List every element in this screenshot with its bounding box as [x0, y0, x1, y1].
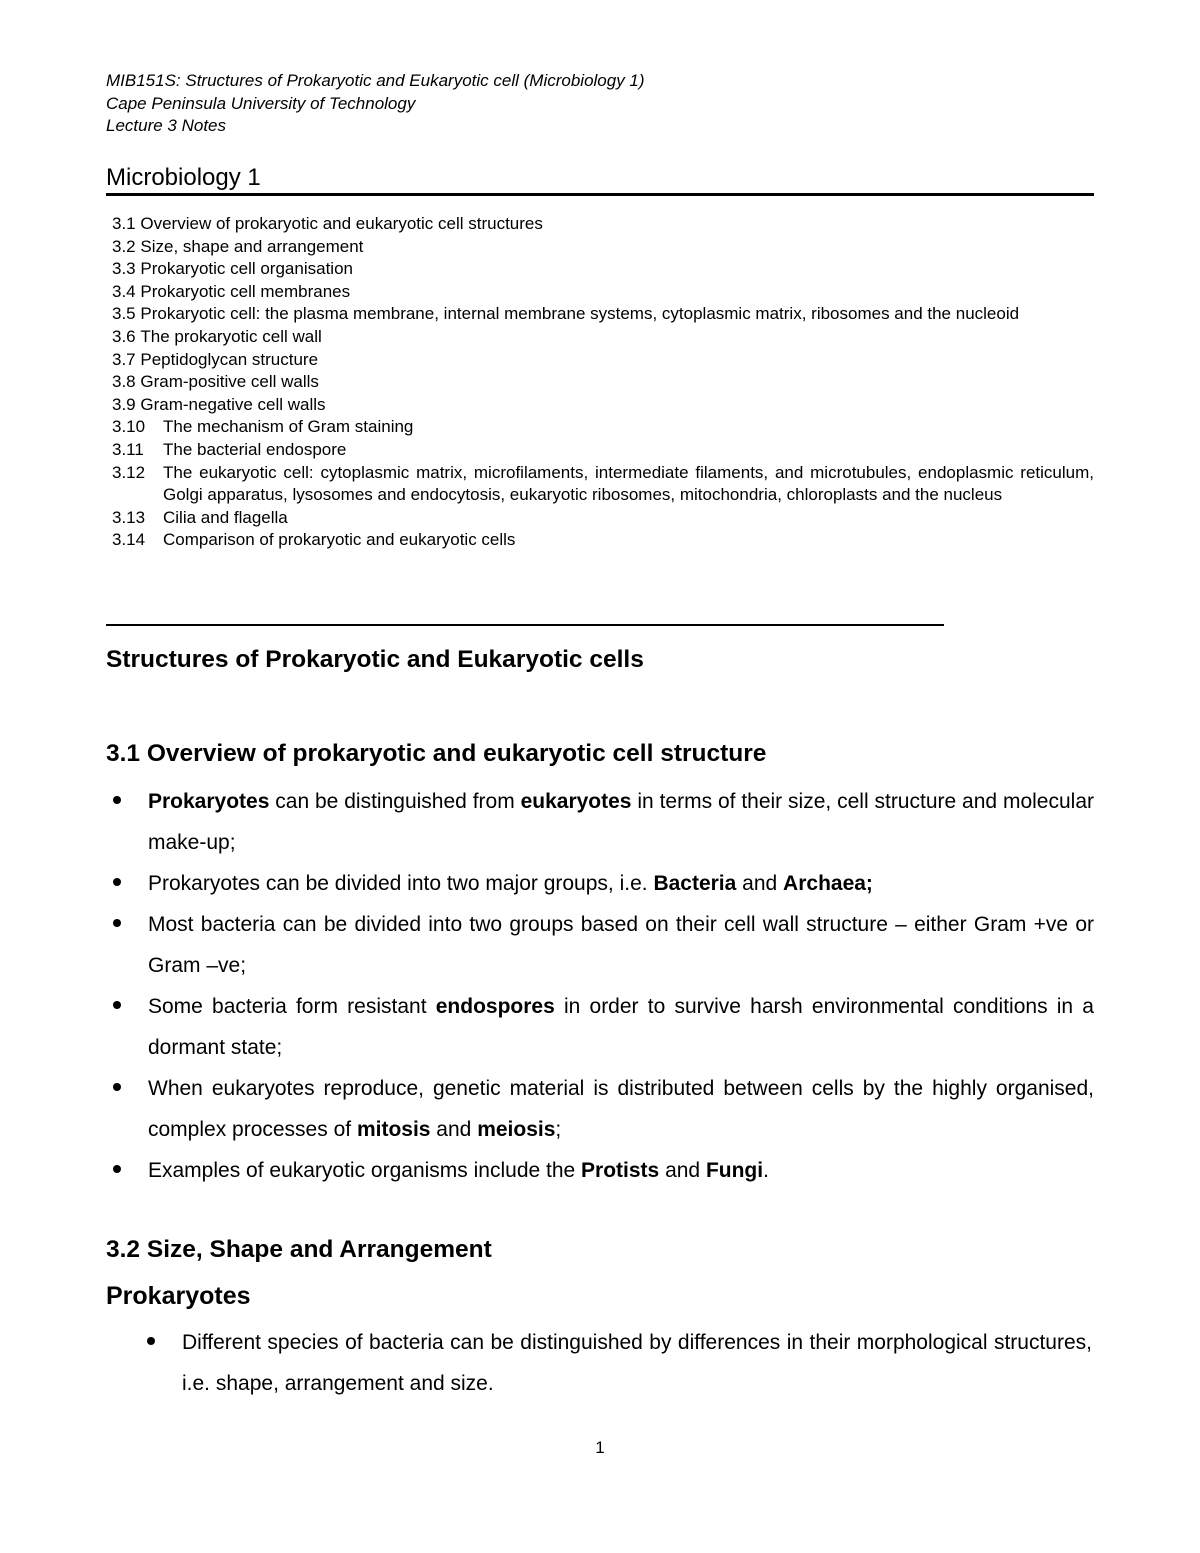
- toc-item-number: 3.3: [112, 259, 136, 279]
- emphasis-prokaryotes: Prokaryotes: [148, 790, 270, 813]
- toc-item-number: 3.5: [112, 304, 136, 324]
- toc-item: [112, 416, 1094, 439]
- bullet-icon: [113, 878, 121, 886]
- subheading-prokaryotes: Prokaryotes: [106, 1282, 251, 1310]
- toc-item-text: [136, 303, 1094, 326]
- list-item-text: and: [430, 1118, 478, 1141]
- list-item-text: Different species of bacteria can be distinguished by differences in their morphological structures, i.e. shape, arrangement and size.: [182, 1331, 1092, 1395]
- bullet-icon: [113, 1083, 121, 1091]
- toc-item-number: 3.6: [112, 326, 136, 346]
- emphasis-fungi: Fungi: [705, 1159, 764, 1182]
- toc-item-number: 3.11: [112, 439, 144, 459]
- list-item-text: and: [736, 872, 784, 895]
- header-institution-line: Cape Peninsula University of Technology: [106, 93, 416, 113]
- toc-item-label: Gram-negative cell walls: [140, 394, 326, 414]
- list-item: [106, 904, 1094, 986]
- emphasis-eukaryotes: eukaryotes: [520, 790, 632, 813]
- toc-item-label: Comparison of prokaryotic and eukaryotic cells: [163, 530, 516, 550]
- document-title: Microbiology 1: [106, 164, 261, 191]
- prokaryotes-bullet-list: [140, 1322, 1092, 1404]
- toc-item: [112, 349, 1094, 372]
- bullet-icon: [113, 919, 121, 927]
- header-lecture-line: Lecture 3 Notes: [106, 116, 227, 135]
- toc-item: [112, 507, 1094, 530]
- toc-item-text: [136, 326, 1094, 349]
- toc-item-text: [136, 281, 1094, 304]
- toc-item-text: [136, 371, 1094, 394]
- toc-item-number: 3.14: [112, 530, 146, 550]
- emphasis-mitosis: mitosis: [356, 1118, 431, 1141]
- list-item-text: Some bacteria form resistant: [148, 995, 436, 1018]
- list-item-text: in terms of their size, cell structure and molecular make-up;: [148, 790, 1094, 854]
- list-item: [106, 1068, 1094, 1150]
- section-heading-3-2: 3.2 Size, Shape and Arrangement: [106, 1236, 492, 1263]
- toc-item-text: [136, 349, 1094, 372]
- toc-item-label: The prokaryotic cell wall: [140, 326, 322, 346]
- emphasis-endospores: endospores: [435, 995, 555, 1018]
- list-item-text: Most bacteria can be divided into two groups based on their cell wall structure – either Gram +ve or Gram –ve;: [148, 913, 1094, 977]
- toc-item-label: Prokaryotic cell organisation: [140, 259, 353, 279]
- toc-item-number: 3.4: [112, 281, 136, 301]
- toc-item-number: 3.8: [112, 372, 136, 392]
- toc-item: [112, 394, 1094, 417]
- toc-item-label: Gram-positive cell walls: [140, 372, 319, 392]
- list-item: [140, 1322, 1092, 1404]
- toc-item-number: 3.9: [112, 394, 136, 414]
- list-item-text: Examples of eukaryotic organisms include the: [148, 1159, 582, 1182]
- toc-item-label: Prokaryotic cell: the plasma membrane, internal membrane systems, cytoplasmic matrix, ribosomes and the nucleoid: [140, 304, 1020, 324]
- toc-item: [112, 462, 1094, 507]
- toc-item-label: Cilia and flagella: [163, 507, 288, 527]
- toc-item-number: 3.7: [112, 349, 136, 369]
- bullet-icon: [147, 1337, 155, 1345]
- toc-item-text: [136, 258, 1094, 281]
- bullet-icon: [113, 1001, 121, 1009]
- emphasis-bacteria: Bacteria: [653, 872, 737, 895]
- toc-item: [112, 213, 1094, 236]
- toc-item: [112, 371, 1094, 394]
- list-item-text: ;: [555, 1118, 562, 1141]
- toc-item: [112, 439, 1094, 462]
- toc-item: [112, 258, 1094, 281]
- toc-item-number: 3.10: [112, 417, 146, 437]
- toc-item: [112, 281, 1094, 304]
- toc-item-text: [136, 236, 1094, 259]
- toc-item: [112, 529, 1094, 552]
- toc-item-number: 3.2: [112, 236, 136, 256]
- list-item-text: in order to survive harsh environmental conditions in a dormant state;: [148, 995, 1094, 1059]
- toc-item-label: Overview of prokaryotic and eukaryotic cell structures: [140, 214, 543, 233]
- table-of-contents: [112, 213, 1094, 552]
- page-number: 1: [595, 1438, 605, 1457]
- list-item: [106, 1150, 1094, 1191]
- header-course-line: MIB151S: Structures of Prokaryotic and Eukaryotic cell (Microbiology 1): [106, 71, 645, 90]
- toc-item-number: 3.13: [112, 507, 146, 527]
- toc-item: [112, 303, 1094, 326]
- section-divider: [106, 624, 944, 626]
- bullet-icon: [113, 796, 121, 804]
- toc-item-label: Size, shape and arrangement: [140, 236, 364, 256]
- toc-item-label: The bacterial endospore: [163, 439, 347, 459]
- overview-bullet-list: [106, 781, 1094, 1191]
- emphasis-meiosis: meiosis: [477, 1118, 556, 1141]
- emphasis-protists: Protists: [581, 1159, 660, 1182]
- list-item-text: .: [763, 1159, 769, 1182]
- list-item-text: can be distinguished from: [269, 790, 521, 813]
- list-item: [106, 863, 1094, 904]
- toc-item-number: 3.12: [112, 462, 146, 482]
- list-item-text: Prokaryotes can be divided into two major groups, i.e.: [148, 872, 654, 895]
- toc-item-label: The mechanism of Gram staining: [163, 417, 414, 437]
- toc-item: [112, 236, 1094, 259]
- toc-item-label: Prokaryotic cell membranes: [140, 281, 351, 301]
- main-heading: Structures of Prokaryotic and Eukaryotic cells: [106, 646, 644, 673]
- toc-item-label: The eukaryotic cell: cytoplasmic matrix, microfilaments, intermediate filaments, and microtubules, endoplasmic reticulum, Golgi apparatus, lysosomes and endocytosis, eukaryotic ribosomes, mitochondria, chloroplasts and the nucleus: [163, 462, 1094, 505]
- list-item-text: and: [659, 1159, 706, 1182]
- toc-item-text: [136, 213, 1094, 236]
- bullet-icon: [113, 1165, 121, 1173]
- toc-item: [112, 326, 1094, 349]
- list-item-text: When eukaryotes reproduce, genetic material is distributed between cells by the highly organised, complex processes of: [148, 1077, 1094, 1141]
- emphasis-archaea: Archaea;: [783, 872, 873, 895]
- section-heading-3-1: 3.1 Overview of prokaryotic and eukaryotic cell structure: [106, 740, 767, 767]
- list-item: [106, 986, 1094, 1068]
- list-item: [106, 781, 1094, 863]
- toc-item-label: Peptidoglycan structure: [140, 349, 319, 369]
- toc-item-text: [136, 394, 1094, 417]
- course-header: [106, 70, 645, 138]
- title-rule: [106, 193, 1094, 196]
- toc-item-number: 3.1: [112, 214, 136, 233]
